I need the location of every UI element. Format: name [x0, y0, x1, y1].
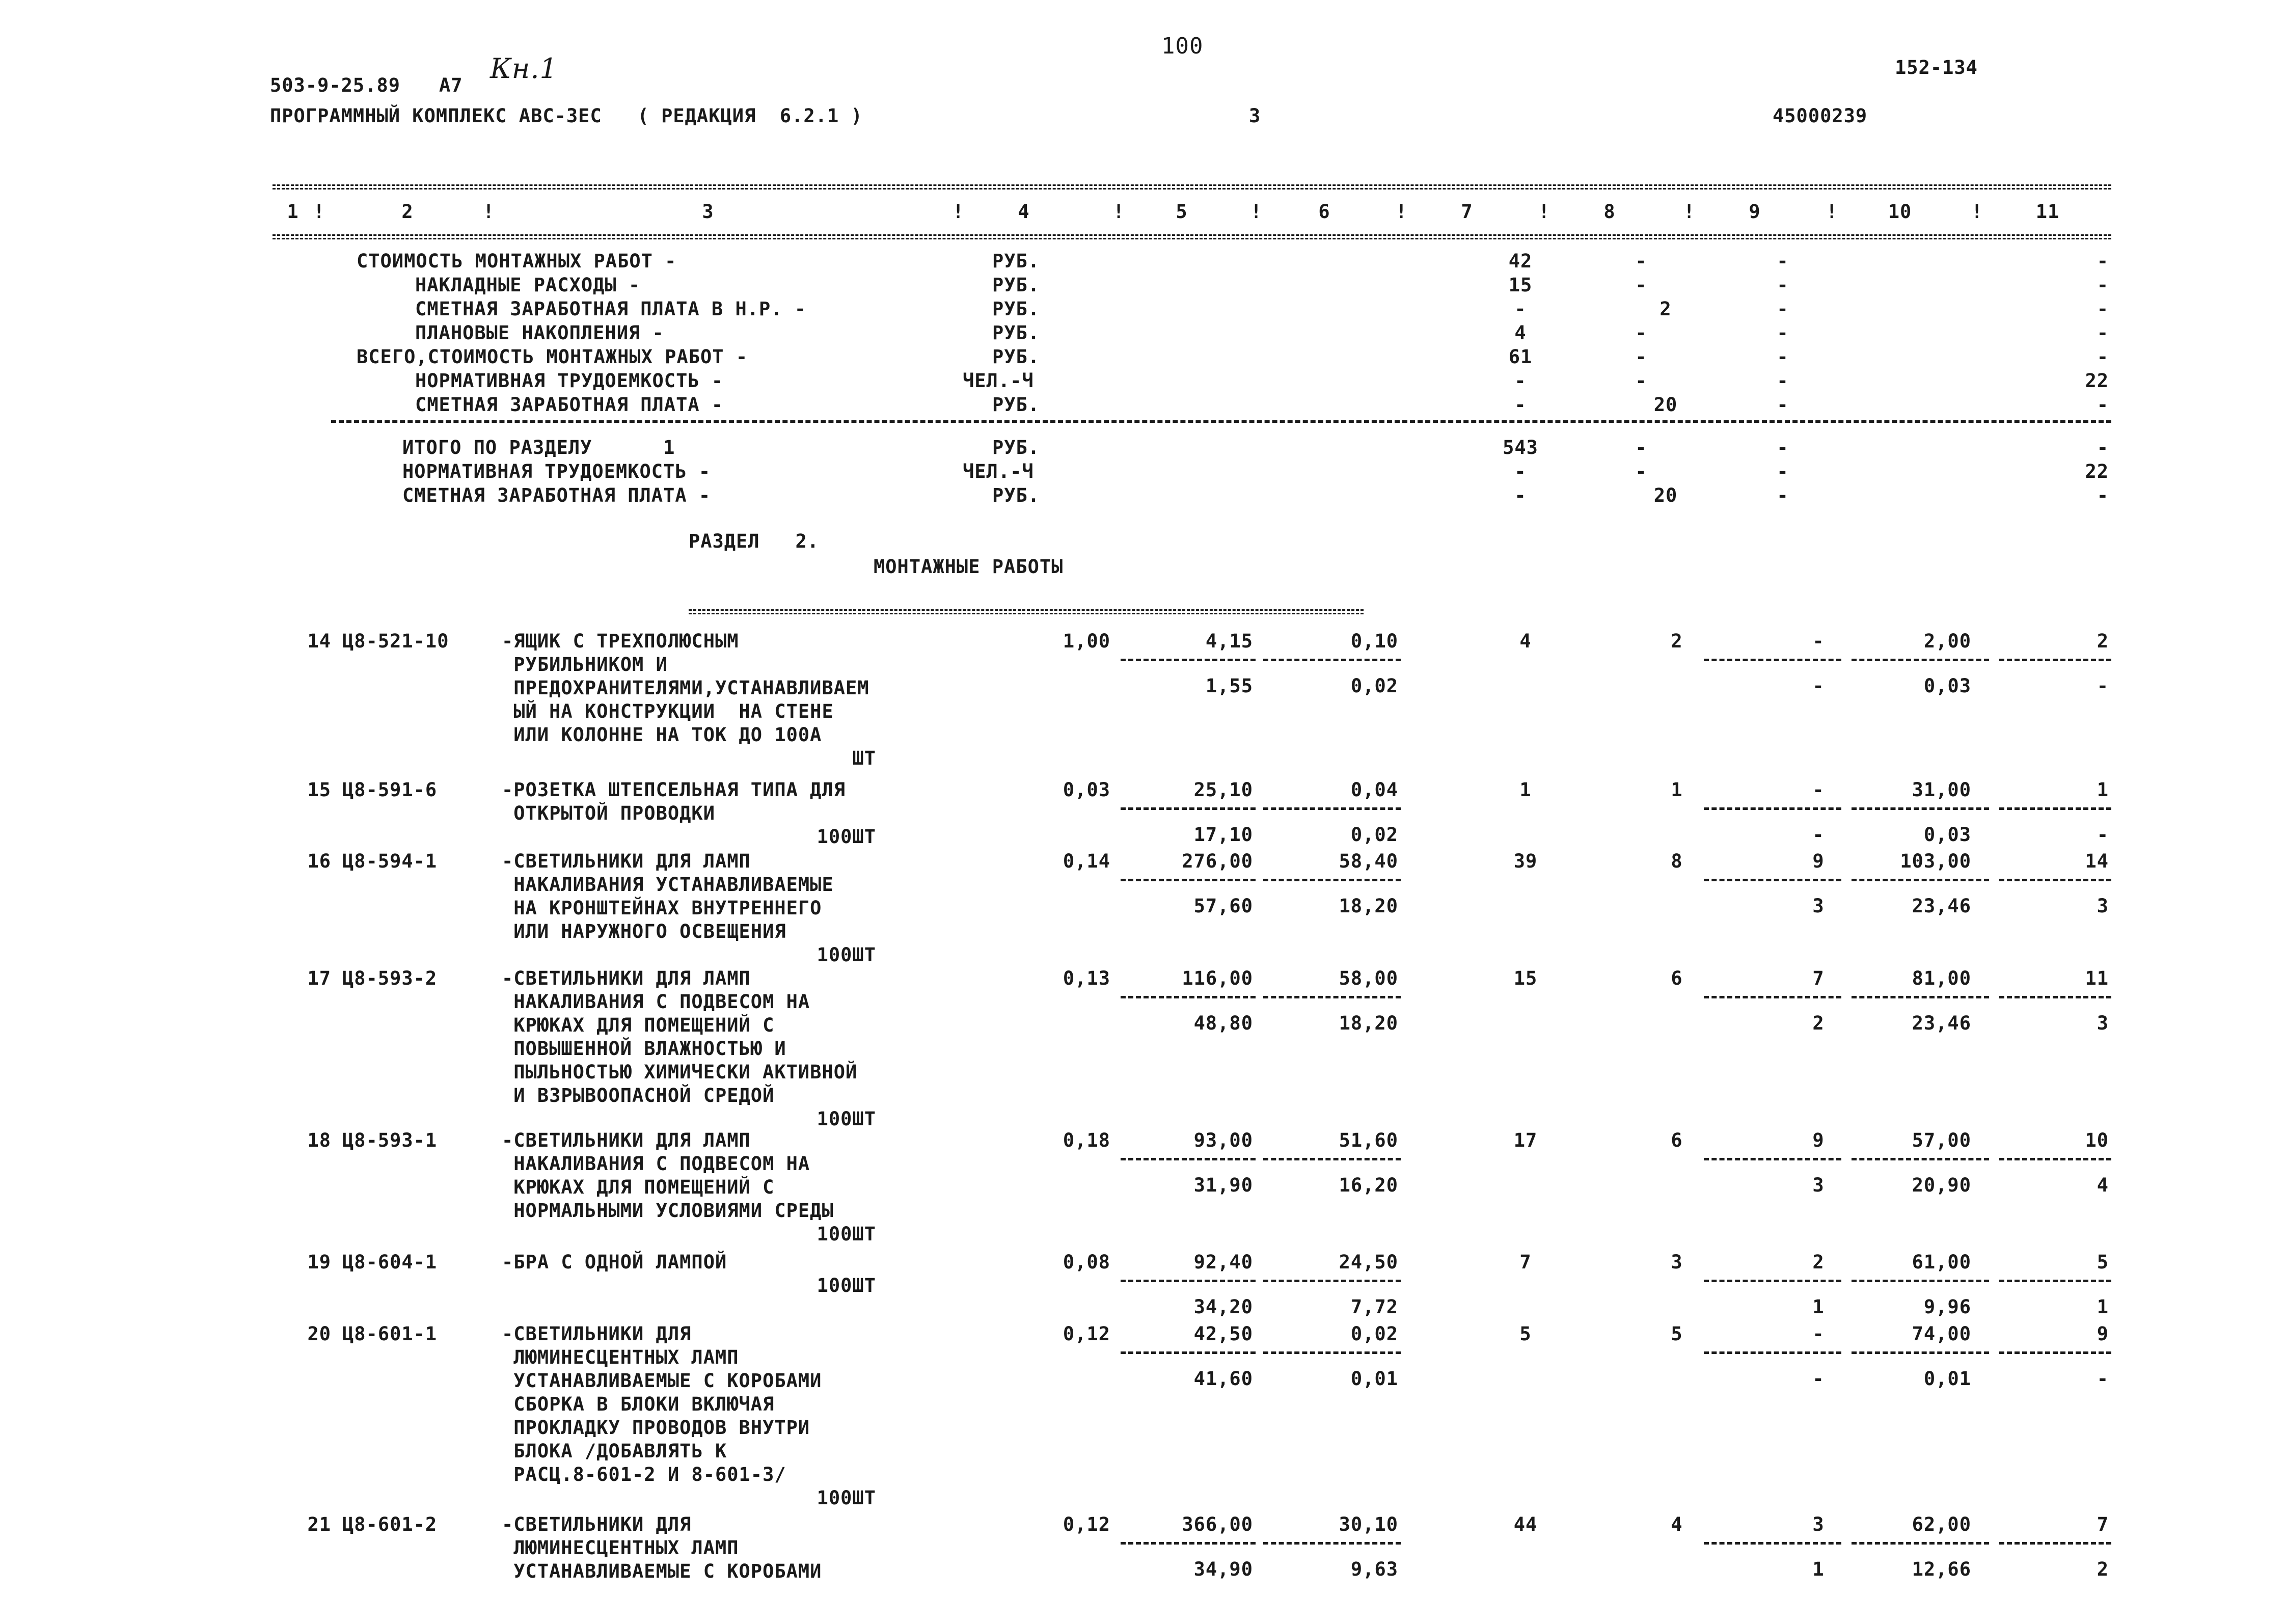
item-col10: 62,00 [1912, 1513, 1971, 1535]
item-quantity: 0,12 [1063, 1513, 1110, 1535]
column-separator: ! [313, 201, 325, 223]
item-unit-wages: 58,40 [1339, 850, 1398, 872]
item-machine-wages: 16,20 [1339, 1174, 1398, 1196]
item-description-line: -РОЗЕТКА ШТЕПСЕЛЬНАЯ ТИПА ДЛЯ [502, 779, 846, 801]
summary-col9: - [1777, 346, 1789, 368]
item-machine-wages: 18,20 [1339, 1012, 1398, 1034]
item-unit-cost: 42,50 [1193, 1323, 1253, 1345]
item-description-line: -СВЕТИЛЬНИКИ ДЛЯ [502, 1513, 692, 1535]
item-col11: 1 [2097, 779, 2109, 801]
item-col9-sub: 1 [1812, 1296, 1825, 1318]
item-col11-sub: - [2097, 1368, 2109, 1390]
summary-col11: - [2097, 346, 2109, 368]
summary-label: СМЕТНАЯ ЗАРАБОТНАЯ ПЛАТА В Н.Р. - [415, 298, 807, 320]
item-number: 15 [307, 779, 331, 801]
item-machine-wages: 9,63 [1350, 1558, 1398, 1580]
column-header-6: 6 [1318, 201, 1330, 223]
item-number: 20 [307, 1323, 331, 1345]
summary-col11: - [2097, 322, 2109, 344]
item-right-underline [1999, 1542, 2111, 1545]
item-cost-underline [1263, 1542, 1401, 1545]
summary-col7: - [1514, 370, 1527, 392]
item-unit-wages: 0,10 [1350, 630, 1398, 652]
item-cost-underline [1121, 1280, 1256, 1282]
item-number: 19 [307, 1251, 331, 1273]
column-separator: ! [1250, 201, 1263, 223]
item-machine-cost: 34,20 [1193, 1296, 1253, 1318]
item-description-line: НАКАЛИВАНИЯ С ПОДВЕСОМ НА [502, 991, 810, 1013]
item-right-underline [1999, 879, 2111, 881]
column-header-1: 1 [287, 201, 299, 223]
item-col10-sub: 20,90 [1912, 1174, 1971, 1196]
item-quantity: 0,14 [1063, 850, 1110, 872]
item-code: Ц8-593-1 [342, 1129, 438, 1151]
section-title: РАЗДЕЛ 2. [689, 530, 820, 552]
summary-unit: РУБ. [992, 394, 1040, 416]
item-code: Ц8-594-1 [342, 850, 438, 872]
item-description-line: НОРМАЛЬНЫМИ УСЛОВИЯМИ СРЕДЫ [502, 1200, 834, 1222]
item-cost-underline [1263, 1351, 1401, 1354]
item-col9: - [1812, 779, 1825, 801]
column-separator: ! [1826, 201, 1838, 223]
item-col9: 7 [1812, 967, 1825, 989]
item-col11-sub: 2 [2097, 1558, 2109, 1580]
item-total-wages: 8 [1671, 850, 1683, 872]
program-line: ПРОГРАММНЫЙ КОМПЛЕКС АВС-3ЕС ( РЕДАКЦИЯ 6.2.1 ) [270, 105, 863, 127]
item-col9-sub: - [1812, 675, 1825, 697]
item-description-line: -СВЕТИЛЬНИКИ ДЛЯ ЛАМП [502, 1129, 751, 1151]
item-col11: 11 [2085, 967, 2109, 989]
column-header-7: 7 [1461, 201, 1473, 223]
item-col10-sub: 0,01 [1923, 1368, 1971, 1390]
item-col11: 2 [2097, 630, 2109, 652]
item-description-line: КРЮКАХ ДЛЯ ПОМЕЩЕНИЙ С [502, 1014, 775, 1036]
item-total-cost: 44 [1513, 1513, 1538, 1535]
item-machine-cost: 48,80 [1193, 1012, 1253, 1034]
item-col11-sub: 3 [2097, 1012, 2109, 1034]
column-header-4: 4 [1018, 201, 1030, 223]
item-total-cost: 1 [1519, 779, 1532, 801]
item-description-line: НАКАЛИВАНИЯ С ПОДВЕСОМ НА [502, 1153, 810, 1175]
summary-col11: - [2097, 274, 2109, 296]
column-separator: ! [1971, 201, 1983, 223]
item-col11-sub: - [2097, 824, 2109, 846]
summary-col7: - [1514, 394, 1527, 416]
item-unit: 100ШТ [817, 1223, 876, 1245]
summary-label: ПЛАНОВЫЕ НАКОПЛЕНИЯ - [415, 322, 664, 344]
item-col10: 31,00 [1912, 779, 1971, 801]
item-col9-sub: 3 [1812, 895, 1825, 917]
item-description-line: УСТАНАВЛИВАЕМЫЕ С КОРОБАМИ [502, 1370, 822, 1392]
item-description-line: -СВЕТИЛЬНИКИ ДЛЯ [502, 1323, 692, 1345]
item-cost-underline [1263, 1158, 1401, 1160]
item-col10-sub: 12,66 [1912, 1558, 1971, 1580]
summary-label: СМЕТНАЯ ЗАРАБОТНАЯ ПЛАТА - [402, 484, 711, 506]
header-rule-bottom [273, 234, 2111, 239]
item-right-underline [1999, 1158, 2111, 1160]
item-cost-underline [1263, 879, 1401, 881]
item-col10: 74,00 [1912, 1323, 1971, 1345]
summary-col7: - [1514, 484, 1527, 506]
item-unit-cost: 366,00 [1182, 1513, 1253, 1535]
summary-unit: ЧЕЛ.-Ч [963, 461, 1034, 482]
item-unit-cost: 92,40 [1193, 1251, 1253, 1273]
item-col10: 81,00 [1912, 967, 1971, 989]
item-right-underline [1999, 1351, 2111, 1354]
summary-label: ИТОГО ПО РАЗДЕЛУ 1 [402, 437, 675, 458]
item-right-underline [1852, 659, 1989, 661]
item-total-wages: 6 [1671, 967, 1683, 989]
item-number: 16 [307, 850, 331, 872]
item-description-line: ИЛИ КОЛОННЕ НА ТОК ДО 100А [502, 724, 822, 746]
item-unit: 100ШТ [817, 944, 876, 966]
doc-code-album: А7 [439, 74, 463, 96]
summary-col9: - [1777, 370, 1789, 392]
summary-col7: 543 [1503, 437, 1538, 458]
item-description-line: РАСЦ.8-601-2 И 8-601-3/ [502, 1464, 786, 1485]
item-code: Ц8-604-1 [342, 1251, 438, 1273]
column-separator: ! [1113, 201, 1125, 223]
item-total-cost: 39 [1513, 850, 1538, 872]
section-subtitle: МОНТАЖНЫЕ РАБОТЫ [874, 556, 1064, 578]
item-description-line: СБОРКА В БЛОКИ ВКЛЮЧАЯ [502, 1393, 775, 1415]
header-rule-top [273, 184, 2111, 190]
item-col10: 61,00 [1912, 1251, 1971, 1273]
column-header-3: 3 [702, 201, 714, 223]
item-cost-underline [1121, 659, 1256, 661]
item-right-underline [1999, 1280, 2111, 1282]
item-total-wages: 4 [1671, 1513, 1683, 1535]
item-quantity: 0,03 [1063, 779, 1110, 801]
item-col11-sub: - [2097, 675, 2109, 697]
item-total-wages: 3 [1671, 1251, 1683, 1273]
item-machine-wages: 0,02 [1350, 824, 1398, 846]
item-col10: 57,00 [1912, 1129, 1971, 1151]
summary-col8: - [1635, 346, 1647, 368]
item-unit-wages: 30,10 [1339, 1513, 1398, 1535]
summary-col9: - [1777, 298, 1789, 320]
item-right-underline [1999, 996, 2111, 998]
item-col10-sub: 9,96 [1923, 1296, 1971, 1318]
summary-label: НОРМАТИВНАЯ ТРУДОЕМКОСТЬ - [402, 461, 711, 482]
item-description-line: И ВЗРЫВООПАСНОЙ СРЕДОЙ [502, 1085, 775, 1106]
item-description-line: ОТКРЫТОЙ ПРОВОДКИ [502, 802, 715, 824]
summary-label: СМЕТНАЯ ЗАРАБОТНАЯ ПЛАТА - [415, 394, 724, 416]
item-code: Ц8-601-1 [342, 1323, 438, 1345]
item-unit: 100ШТ [817, 826, 876, 848]
item-total-cost: 4 [1519, 630, 1532, 652]
item-col9-sub: 2 [1812, 1012, 1825, 1034]
summary-col7: 42 [1508, 250, 1533, 272]
summary-divider [331, 420, 2111, 423]
item-col9-sub: 1 [1812, 1558, 1825, 1580]
summary-col7: - [1514, 461, 1527, 482]
item-col11: 9 [2097, 1323, 2109, 1345]
item-cost-underline [1263, 996, 1401, 998]
item-unit: ШТ [852, 747, 876, 769]
item-total-wages: 2 [1671, 630, 1683, 652]
item-col9-sub: - [1812, 824, 1825, 846]
item-description-line: -СВЕТИЛЬНИКИ ДЛЯ ЛАМП [502, 850, 751, 872]
item-right-underline [1704, 1351, 1841, 1354]
item-unit-wages: 51,60 [1339, 1129, 1398, 1151]
item-machine-cost: 1,55 [1205, 675, 1253, 697]
summary-label: НАКЛАДНЫЕ РАСХОДЫ - [415, 274, 641, 296]
item-col9-sub: 3 [1812, 1174, 1825, 1196]
summary-col9: - [1777, 484, 1789, 506]
item-right-underline [1999, 807, 2111, 810]
column-header-8: 8 [1603, 201, 1616, 223]
summary-col9: - [1777, 250, 1789, 272]
summary-label: НОРМАТИВНАЯ ТРУДОЕМКОСТЬ - [415, 370, 724, 392]
summary-col7: 61 [1508, 346, 1533, 368]
summary-col8: 20 [1653, 394, 1678, 416]
summary-col11: 22 [2085, 461, 2109, 482]
item-right-underline [1852, 879, 1989, 881]
item-col10-sub: 0,03 [1923, 824, 1971, 846]
summary-col11: 22 [2085, 370, 2109, 392]
summary-col8: - [1635, 461, 1647, 482]
summary-unit: ЧЕЛ.-Ч [963, 370, 1034, 392]
item-description-line: ПОВЫШЕННОЙ ВЛАЖНОСТЬЮ И [502, 1038, 786, 1060]
item-description-line: НА КРОНШТЕЙНАХ ВНУТРЕННЕГО [502, 897, 822, 919]
item-cost-underline [1121, 879, 1256, 881]
summary-unit: РУБ. [992, 437, 1040, 458]
item-col11-sub: 3 [2097, 895, 2109, 917]
item-right-underline [1704, 879, 1841, 881]
item-right-underline [1852, 996, 1989, 998]
item-cost-underline [1121, 1351, 1256, 1354]
item-description-line: РУБИЛЬНИКОМ И [502, 654, 668, 675]
item-number: 17 [307, 967, 331, 989]
item-right-underline [1704, 1158, 1841, 1160]
item-description-line: -ЯЩИК С ТРЕХПОЛЮСНЫМ [502, 630, 739, 652]
item-unit: 100ШТ [817, 1108, 876, 1130]
item-unit-wages: 0,02 [1350, 1323, 1398, 1345]
item-unit-cost: 25,10 [1193, 779, 1253, 801]
item-unit-wages: 0,04 [1350, 779, 1398, 801]
item-description-line: ПЫЛЬНОСТЬЮ ХИМИЧЕСКИ АКТИВНОЙ [502, 1061, 858, 1083]
summary-col8: - [1635, 250, 1647, 272]
item-machine-wages: 0,02 [1350, 675, 1398, 697]
item-cost-underline [1263, 807, 1401, 810]
summary-col11: - [2097, 250, 2109, 272]
summary-col8: 2 [1659, 298, 1672, 320]
item-right-underline [1704, 996, 1841, 998]
summary-col9: - [1777, 394, 1789, 416]
section-underline [689, 609, 1364, 614]
item-col11: 5 [2097, 1251, 2109, 1273]
item-cost-underline [1263, 659, 1401, 661]
item-quantity: 0,18 [1063, 1129, 1110, 1151]
item-col9: - [1812, 630, 1825, 652]
item-unit-wages: 24,50 [1339, 1251, 1398, 1273]
column-header-10: 10 [1888, 201, 1912, 223]
item-unit-wages: 58,00 [1339, 967, 1398, 989]
item-machine-wages: 7,72 [1350, 1296, 1398, 1318]
summary-col8: - [1635, 370, 1647, 392]
column-header-11: 11 [2035, 201, 2060, 223]
item-right-underline [1704, 1542, 1841, 1545]
item-right-underline [1999, 659, 2111, 661]
summary-unit: РУБ. [992, 274, 1040, 296]
item-col9-sub: - [1812, 1368, 1825, 1390]
item-unit-cost: 93,00 [1193, 1129, 1253, 1151]
item-number: 18 [307, 1129, 331, 1151]
column-separator: ! [1683, 201, 1696, 223]
sheet-number: 3 [1249, 105, 1261, 127]
item-description-line: КРЮКАХ ДЛЯ ПОМЕЩЕНИЙ С [502, 1176, 775, 1198]
summary-unit: РУБ. [992, 250, 1040, 272]
page-number: 100 [1161, 33, 1204, 59]
item-col10-sub: 0,03 [1923, 675, 1971, 697]
item-description-line: БЛОКА /ДОБАВЛЯТЬ К [502, 1440, 727, 1462]
item-right-underline [1704, 659, 1841, 661]
doc-number: 45000239 [1773, 105, 1868, 127]
item-col9: - [1812, 1323, 1825, 1345]
item-col11: 14 [2085, 850, 2109, 872]
summary-unit: РУБ. [992, 346, 1040, 368]
summary-unit: РУБ. [992, 322, 1040, 344]
summary-col11: - [2097, 394, 2109, 416]
item-unit-cost: 116,00 [1182, 967, 1253, 989]
item-col11-sub: 1 [2097, 1296, 2109, 1318]
item-code: Ц8-601-2 [342, 1513, 438, 1535]
item-col11: 10 [2085, 1129, 2109, 1151]
summary-label: СТОИМОСТЬ МОНТАЖНЫХ РАБОТ - [357, 250, 677, 272]
item-description-line: НАКАЛИВАНИЯ УСТАНАВЛИВАЕМЫЕ [502, 874, 834, 896]
item-description-line: ПРОКЛАДКУ ПРОВОДОВ ВНУТРИ [502, 1417, 810, 1439]
summary-col7: 15 [1508, 274, 1533, 296]
item-total-cost: 5 [1519, 1323, 1532, 1345]
item-right-underline [1852, 1542, 1989, 1545]
column-header-2: 2 [401, 201, 414, 223]
item-description-line: ЫЙ НА КОНСТРУКЦИИ НА СТЕНЕ [502, 700, 834, 722]
item-col9: 9 [1812, 850, 1825, 872]
item-col10: 2,00 [1923, 630, 1971, 652]
item-description-line: УСТАНАВЛИВАЕМЫЕ С КОРОБАМИ [502, 1560, 822, 1582]
item-code: Ц8-521-10 [342, 630, 449, 652]
item-description-line: -СВЕТИЛЬНИКИ ДЛЯ ЛАМП [502, 967, 751, 989]
summary-col11: - [2097, 437, 2109, 458]
item-cost-underline [1263, 1280, 1401, 1282]
summary-col8: 20 [1653, 484, 1678, 506]
item-machine-cost: 31,90 [1193, 1174, 1253, 1196]
item-total-cost: 7 [1519, 1251, 1532, 1273]
item-machine-cost: 41,60 [1193, 1368, 1253, 1390]
column-header-9: 9 [1749, 201, 1761, 223]
item-total-cost: 15 [1513, 967, 1538, 989]
summary-col9: - [1777, 322, 1789, 344]
summary-col8: - [1635, 437, 1647, 458]
column-separator: ! [1396, 201, 1408, 223]
item-right-underline [1852, 1280, 1989, 1282]
item-right-underline [1704, 807, 1841, 810]
summary-col9: - [1777, 437, 1789, 458]
summary-col11: - [2097, 298, 2109, 320]
item-cost-underline [1121, 996, 1256, 998]
item-right-underline [1704, 1280, 1841, 1282]
item-number: 14 [307, 630, 331, 652]
item-total-wages: 5 [1671, 1323, 1683, 1345]
item-col10-sub: 23,46 [1912, 895, 1971, 917]
item-code: Ц8-593-2 [342, 967, 438, 989]
item-machine-cost: 17,10 [1193, 824, 1253, 846]
summary-unit: РУБ. [992, 484, 1040, 506]
item-description-line: ИЛИ НАРУЖНОГО ОСВЕЩЕНИЯ [502, 921, 786, 942]
item-right-underline [1852, 1351, 1989, 1354]
item-col9: 9 [1812, 1129, 1825, 1151]
item-description-line: ПРЕДОХРАНИТЕЛЯМИ,УСТАНАВЛИВАЕМ [502, 677, 869, 699]
handwritten-note: Кн.1 [490, 52, 558, 85]
item-total-wages: 6 [1671, 1129, 1683, 1151]
item-quantity: 0,12 [1063, 1323, 1110, 1345]
item-machine-cost: 34,90 [1193, 1558, 1253, 1580]
column-header-5: 5 [1176, 201, 1188, 223]
item-number: 21 [307, 1513, 331, 1535]
item-quantity: 1,00 [1063, 630, 1110, 652]
item-col10: 103,00 [1900, 850, 1971, 872]
item-col9: 3 [1812, 1513, 1825, 1535]
column-separator: ! [1538, 201, 1550, 223]
doc-code-right: 152-134 [1895, 57, 1978, 78]
item-cost-underline [1121, 807, 1256, 810]
item-cost-underline [1121, 1158, 1256, 1160]
item-total-cost: 17 [1513, 1129, 1538, 1151]
item-machine-wages: 0,01 [1350, 1368, 1398, 1390]
summary-col7: 4 [1514, 322, 1527, 344]
column-separator: ! [953, 201, 965, 223]
column-separator: ! [483, 201, 495, 223]
item-col9: 2 [1812, 1251, 1825, 1273]
item-col10-sub: 23,46 [1912, 1012, 1971, 1034]
item-description-line: ЛЮМИНЕСЦЕНТНЫХ ЛАМП [502, 1537, 739, 1559]
summary-col9: - [1777, 461, 1789, 482]
item-quantity: 0,08 [1063, 1251, 1110, 1273]
item-unit: 100ШТ [817, 1487, 876, 1509]
item-unit: 100ШТ [817, 1275, 876, 1296]
item-cost-underline [1121, 1542, 1256, 1545]
item-code: Ц8-591-6 [342, 779, 438, 801]
item-total-wages: 1 [1671, 779, 1683, 801]
item-machine-wages: 18,20 [1339, 895, 1398, 917]
item-col11: 7 [2097, 1513, 2109, 1535]
doc-code-left: 503-9-25.89 [270, 74, 401, 96]
item-machine-cost: 57,60 [1193, 895, 1253, 917]
summary-unit: РУБ. [992, 298, 1040, 320]
item-right-underline [1852, 807, 1989, 810]
summary-label: ВСЕГО,СТОИМОСТЬ МОНТАЖНЫХ РАБОТ - [357, 346, 748, 368]
item-quantity: 0,13 [1063, 967, 1110, 989]
summary-col7: - [1514, 298, 1527, 320]
summary-col8: - [1635, 322, 1647, 344]
item-description-line: -БРА С ОДНОЙ ЛАМПОЙ [502, 1251, 727, 1273]
item-unit-cost: 4,15 [1205, 630, 1253, 652]
item-col11-sub: 4 [2097, 1174, 2109, 1196]
item-right-underline [1852, 1158, 1989, 1160]
item-unit-cost: 276,00 [1182, 850, 1253, 872]
summary-col8: - [1635, 274, 1647, 296]
summary-col9: - [1777, 274, 1789, 296]
item-description-line: ЛЮМИНЕСЦЕНТНЫХ ЛАМП [502, 1346, 739, 1368]
summary-col11: - [2097, 484, 2109, 506]
